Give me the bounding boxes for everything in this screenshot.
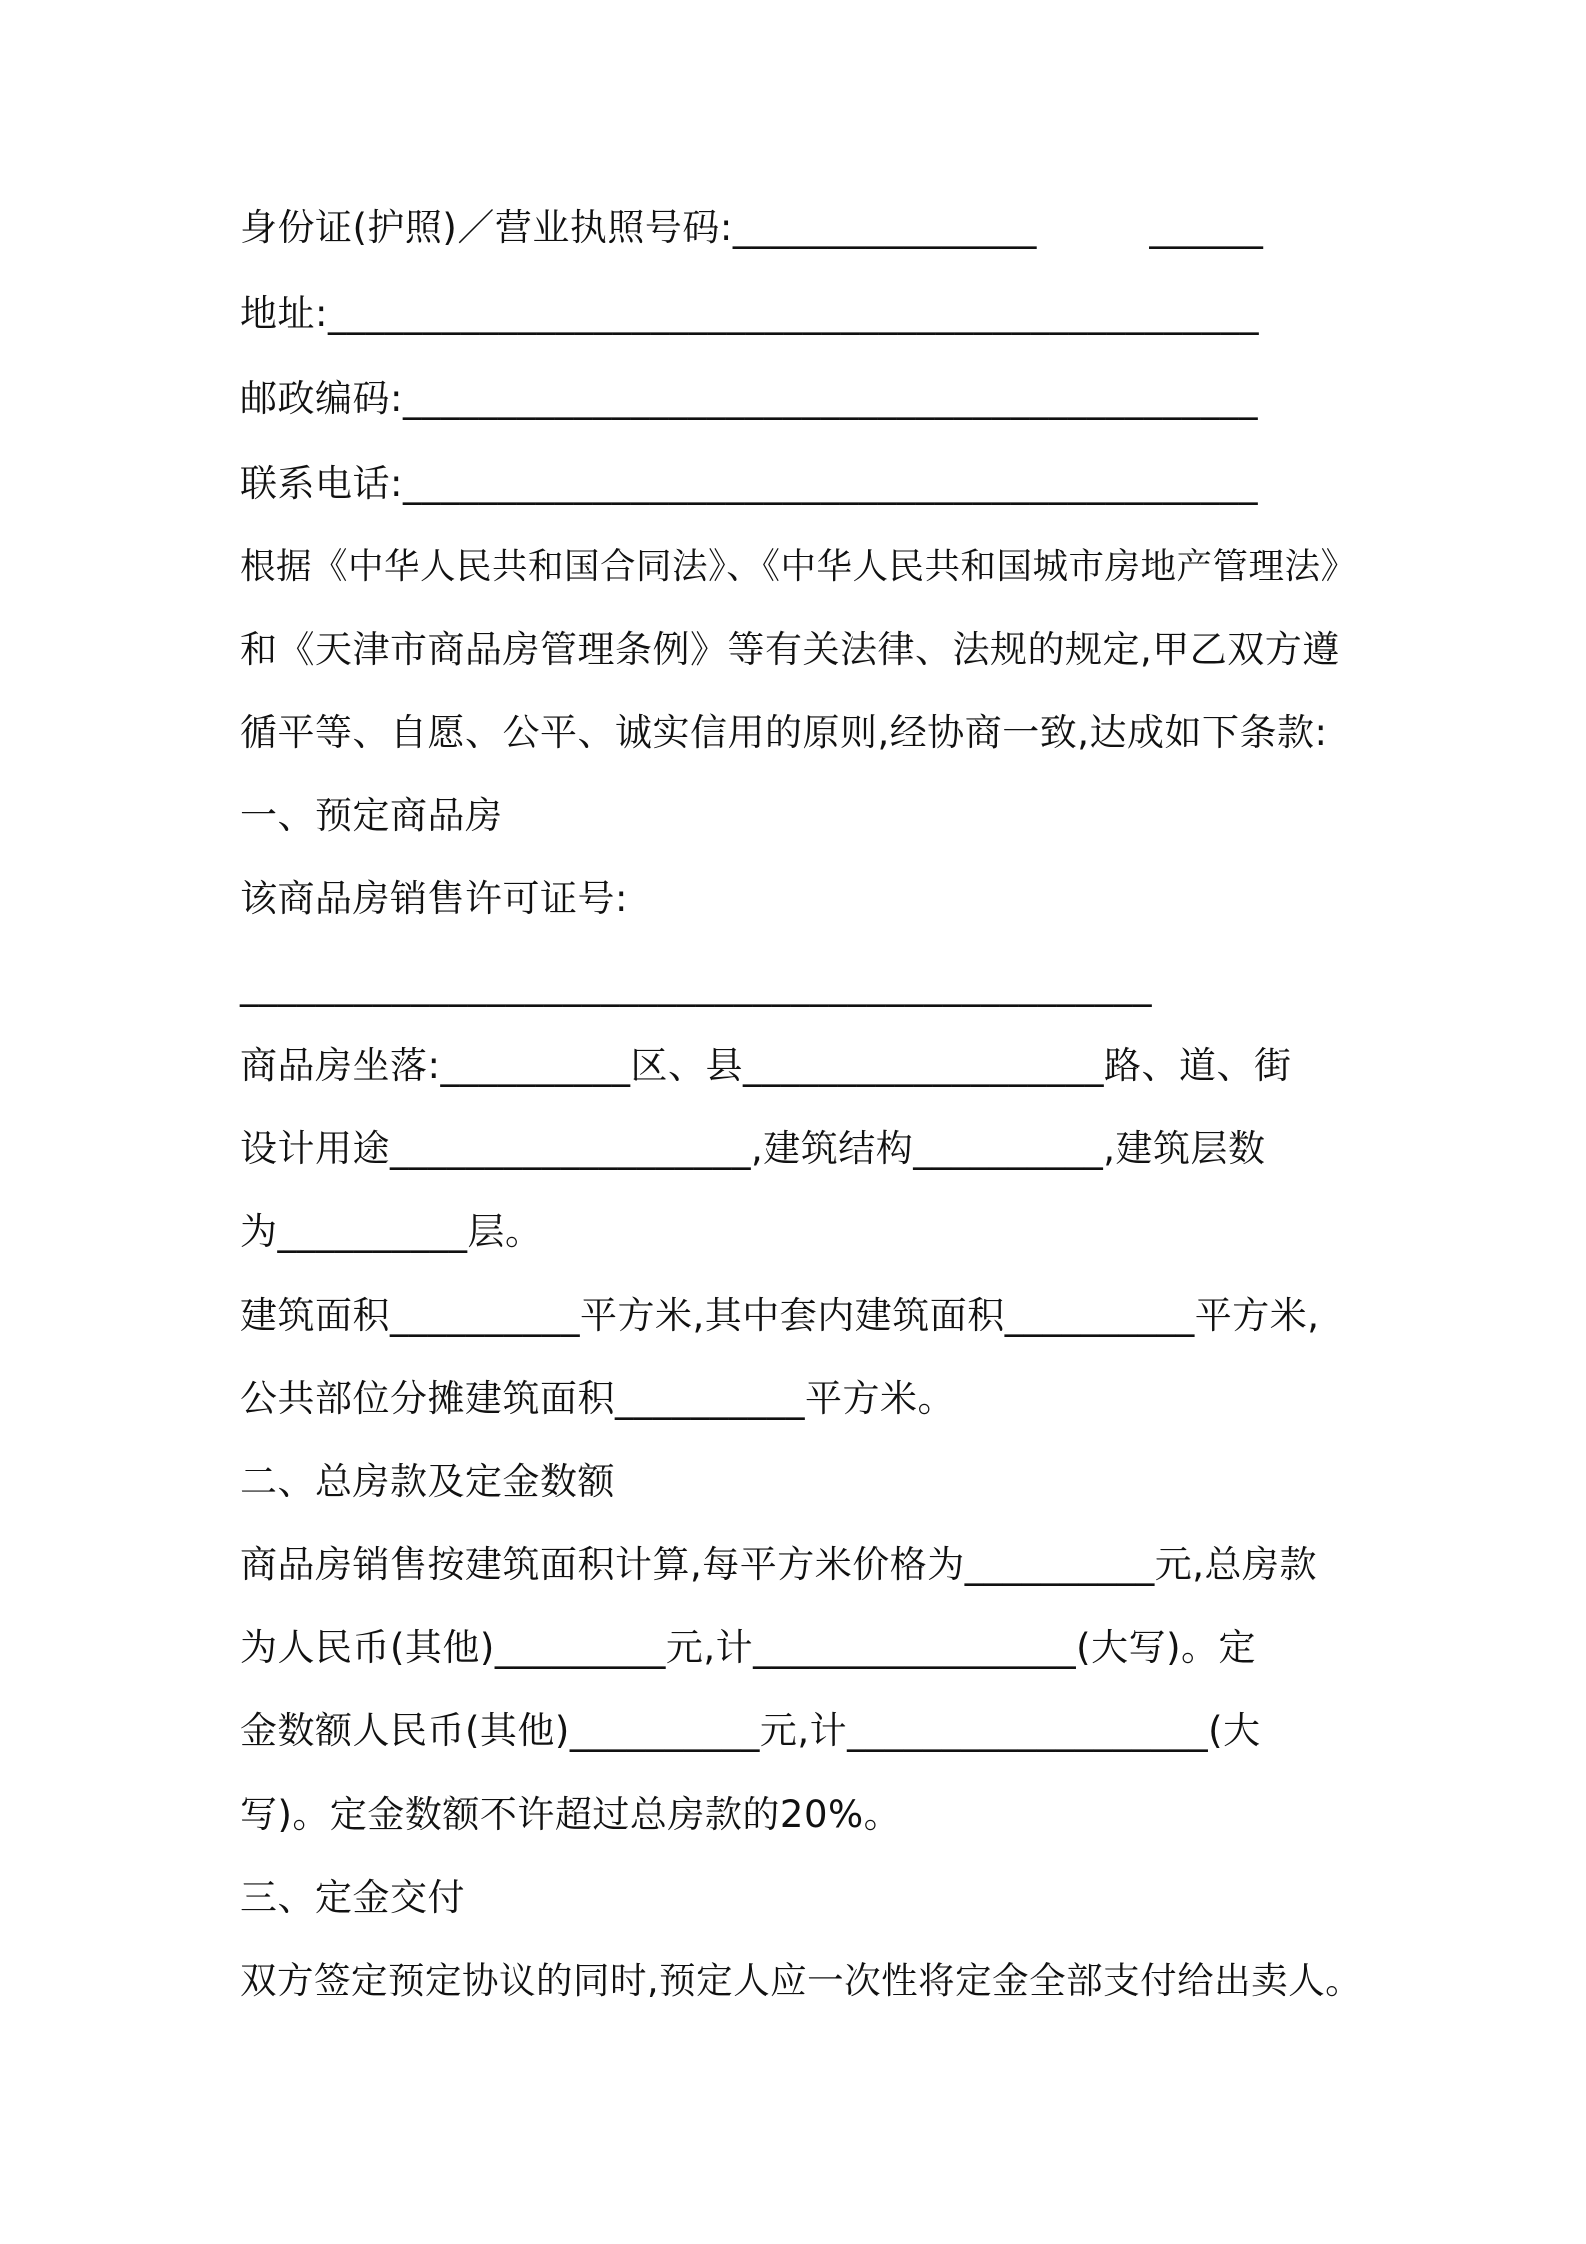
intro-paragraph-line-3: 循平等、自愿、公平、诚实信用的原则,经协商一致,达成如下条款:	[240, 711, 1328, 754]
floors-line: 为__________层。	[240, 1210, 543, 1253]
deposit-line-1: 金数额人民币(其他)__________元,计___________________(大	[240, 1709, 1261, 1752]
section-heading-2: 二、总房款及定金数额	[240, 1460, 615, 1503]
building-area-line: 建筑面积__________平方米,其中套内建筑面积__________平方米,	[240, 1294, 1320, 1337]
permit-number-label: 该商品房销售许可证号:	[240, 877, 628, 920]
id-number-line: 身份证(护照)／营业执照号码:________________ ______	[240, 206, 1264, 249]
price-line-1: 商品房销售按建筑面积计算,每平方米价格为__________元,总房款	[240, 1543, 1318, 1586]
price-line-2: 为人民币(其他)_________元,计_________________(大写)。定	[240, 1626, 1257, 1669]
design-use-line: 设计用途___________________,建筑结构__________,建筑层数	[240, 1127, 1266, 1170]
deposit-payment-line: 双方签定预定协议的同时,预定人应一次性将定金全部支付给出卖人。	[240, 1959, 1363, 2002]
location-line: 商品房坐落:__________区、县___________________路、道、街	[240, 1044, 1292, 1087]
address-line: 地址:_________________________________________________	[240, 292, 1259, 335]
intro-paragraph-line-2: 和《天津市商品房管理条例》等有关法律、法规的规定,甲乙双方遵	[240, 628, 1340, 671]
section-heading-3: 三、定金交付	[240, 1876, 465, 1919]
deposit-line-2: 写)。定金数额不许超过总房款的20%。	[240, 1793, 902, 1836]
shared-area-line: 公共部位分摊建筑面积__________平方米。	[240, 1377, 955, 1420]
postal-code-line: 邮政编码:_____________________________________________	[240, 377, 1258, 420]
section-heading-1: 一、预定商品房	[240, 794, 503, 837]
permit-number-blank: ________________________________________________	[240, 964, 1152, 1007]
phone-line: 联系电话:_____________________________________________	[240, 462, 1258, 505]
intro-paragraph-line-1: 根据《中华人民共和国合同法》、《中华人民共和国城市房地产管理法》	[240, 546, 1357, 587]
